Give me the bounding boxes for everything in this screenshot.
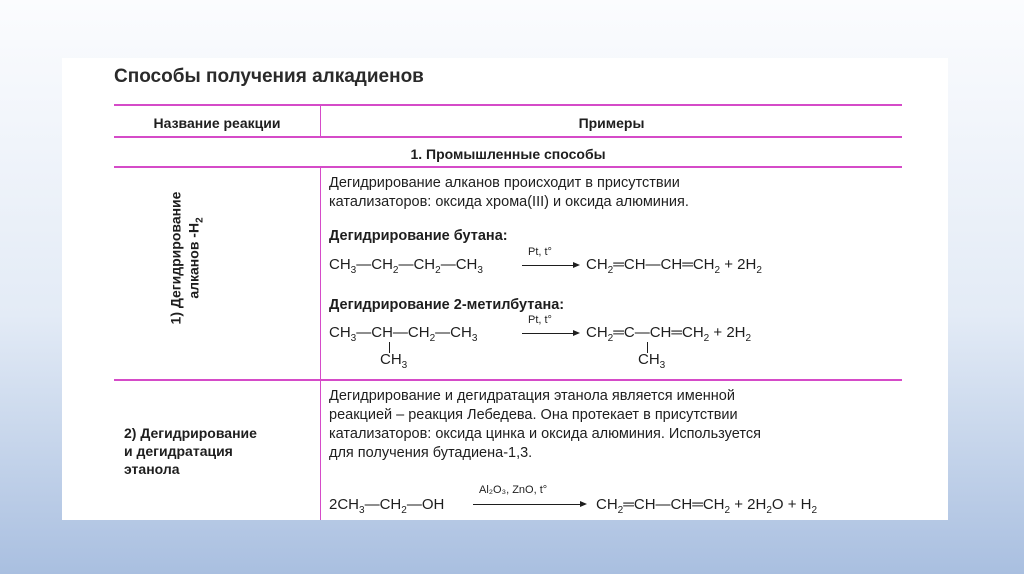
branch-methyl: $CH_3$ bbox=[380, 351, 408, 371]
reaction-arrow bbox=[522, 333, 578, 334]
product-branch-methyl: $CH_3$ bbox=[638, 351, 666, 371]
row2-desc-line1: Дегидрирование и дегидратация этанола является именной bbox=[329, 388, 735, 404]
header-bottom-border bbox=[114, 136, 902, 138]
equation-butane-condition: Pt, t° bbox=[528, 246, 552, 258]
equation-methylbutane-product: $CH_2═C—CH═CH_2 + 2H_2$ bbox=[586, 324, 752, 344]
section-bottom-border bbox=[114, 166, 902, 168]
reaction-arrow bbox=[522, 265, 578, 266]
example1-title: Дегидрирование бутана: bbox=[329, 228, 508, 244]
row2-name-line3: этанола bbox=[124, 461, 180, 477]
row1-name-line1: 1) Дегидрирование bbox=[167, 191, 184, 325]
header-examples: Примеры bbox=[578, 115, 645, 131]
body-column-divider bbox=[320, 168, 321, 520]
row2-name-line2: и дегидратация bbox=[124, 443, 233, 459]
row1-description bbox=[329, 174, 689, 212]
equation-methylbutane-condition: Pt, t° bbox=[528, 314, 552, 326]
row1-bottom-border bbox=[114, 379, 902, 381]
row2-name bbox=[124, 424, 257, 478]
section-title-industrial: 1. Промышленные способы bbox=[410, 146, 606, 162]
slide-title: Способы получения алкадиенов bbox=[114, 66, 424, 87]
slide bbox=[62, 58, 948, 520]
header-name: Название реакции bbox=[153, 115, 281, 131]
example2-title: Дегидрирование 2-метилбутана: bbox=[329, 297, 565, 313]
equation-butane-reactant: $CH_3—CH_2—CH_2—CH_3$ bbox=[329, 256, 483, 276]
reaction-arrow bbox=[473, 504, 585, 505]
row1-name-line2: алканов $-H_2$ bbox=[185, 217, 206, 299]
row2-name-line1: 2) Дегидрирование bbox=[124, 425, 257, 441]
equation-lebedev-product: $CH_2═CH—CH═CH_2 + 2H_2O + H_2$ bbox=[596, 496, 818, 516]
table-top-border bbox=[114, 104, 902, 106]
row1-desc-line1: Дегидрирование алканов происходит в присутствии bbox=[329, 175, 680, 191]
equation-butane-product: $CH_2═CH—CH═CH_2 + 2H_2$ bbox=[586, 256, 762, 276]
row1-desc-line2: катализаторов: оксида хрома(III) и оксида алюминия. bbox=[329, 194, 689, 210]
row2-desc-line4: для получения бутадиена-1,3. bbox=[329, 445, 533, 461]
equation-methylbutane-reactant: $CH_3—CH—CH_2—CH_3$ bbox=[329, 324, 478, 344]
row2-desc-line2: реакцией – реакция Лебедева. Она протекает в присутствии bbox=[329, 407, 738, 423]
row2-desc-line3: катализаторов: оксида цинка и оксида алюминия. Используется bbox=[329, 426, 761, 442]
equation-lebedev-condition: Al₂O₃, ZnO, t° bbox=[479, 484, 548, 496]
row2-description bbox=[329, 387, 761, 463]
equation-lebedev-reactant: $2CH_3—CH_2—OH$ bbox=[329, 496, 445, 516]
